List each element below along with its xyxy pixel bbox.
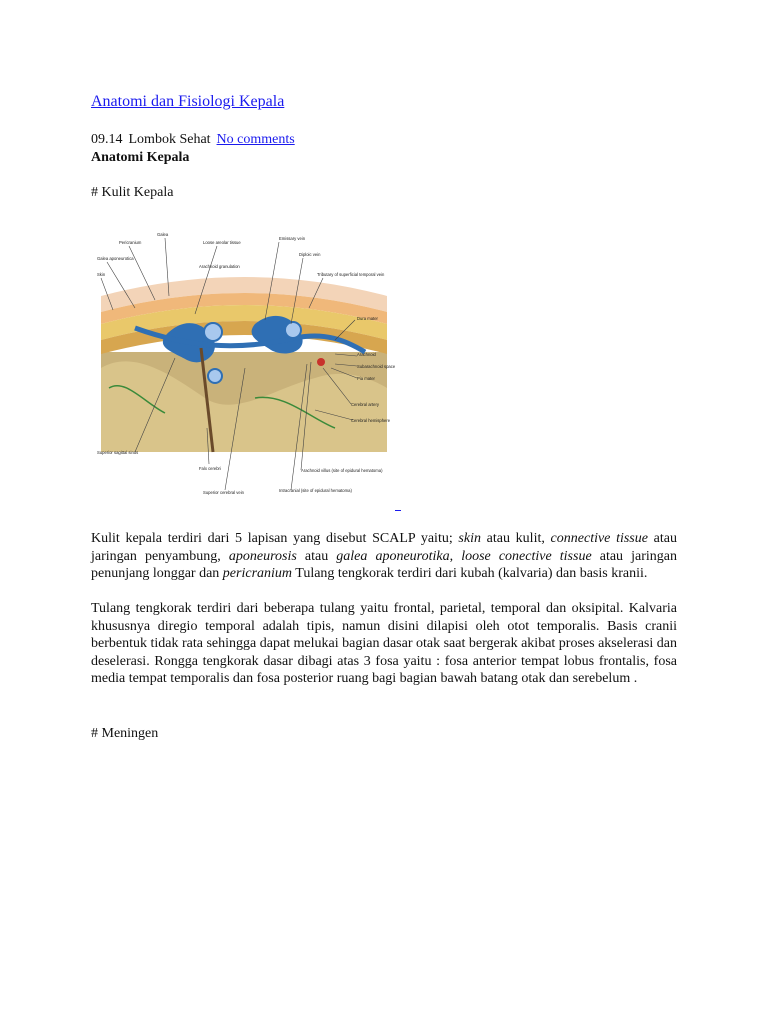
comments-link[interactable]: No comments: [216, 132, 295, 147]
figure-link[interactable]: [395, 498, 401, 511]
label-loose-areolar: Loose areolar tissue: [203, 240, 241, 245]
label-falx-cerebri: Falx cerebri: [199, 466, 221, 471]
label-subarachnoid-space: Subarachnoid space: [357, 364, 395, 369]
label-galea-aponeurotica: Galea aponeurotica: [97, 256, 134, 261]
section-heading-kulit-kepala: # Kulit Kepala: [91, 185, 174, 200]
scalp-anatomy-figure: [95, 228, 395, 512]
label-dura-mater: Dura mater: [357, 316, 378, 321]
label-diploic-vein: Diploic vein: [299, 252, 321, 257]
post-author: Lombok Sehat: [128, 132, 211, 147]
post-title-link[interactable]: Anatomi dan Fisiologi Kepala: [91, 93, 285, 110]
paragraph-skull: Tulang tengkorak terdiri dari beberapa tulang yaitu frontal, parietal, temporal dan oksipital. Kalvaria khususnya diregio temporal adalah tipis, namun disini dilapisi oleh otot temporalis. Basis cranii berbentuk tidak rata sehingga dapat melukai bagian dasar otak saat bergerak akibat proses akselerasi dan deselerasi. Rongga tengkorak dasar dibagi atas 3 fosa yaitu : fosa anterior tempat lobus frontalis, fosa media tempat temporalis dan fosa posterior ruang bagi bagian bawah batang otak dan serebelum .: [91, 601, 677, 686]
post-subtitle: Anatomi Kepala: [91, 150, 190, 165]
label-tributary: Tributary of superficial temporal vein: [317, 272, 385, 277]
label-pia-mater: Pia mater: [357, 376, 375, 381]
section-heading-meningen: # Meningen: [91, 726, 159, 741]
label-galea: Galea: [157, 232, 169, 237]
post-meta: [91, 132, 295, 148]
label-pericranium: Pericranium: [119, 240, 142, 245]
label-emissary-vein: Emissary vein: [279, 236, 306, 241]
paragraph-scalp: Kulit kepala terdiri dari 5 lapisan yang disebut SCALP yaitu; skin atau kulit, connective tissue atau jaringan penyambung, aponeurosis atau galea aponeurotika, loose conective tissue atau jaringan penunjang longgar dan pericranium Tulang tengkorak terdiri dari kubah (kalvaria) dan basis kranii.: [91, 531, 678, 581]
post-time: 09.14: [91, 132, 123, 147]
label-cerebral-hemisphere: Cerebral hemisphere: [351, 418, 391, 423]
label-superior-cerebral-vein: Superior cerebral vein: [203, 490, 244, 495]
label-arachnoid-granulation: Arachnoid granulation: [199, 264, 240, 269]
label-skin: Skin: [97, 272, 106, 277]
label-arachnoid-villus: Arachnoid villus (site of epidural hematoma): [301, 468, 383, 473]
label-intracranial: Intracranial (site of epidural hematoma): [279, 488, 352, 493]
label-superior-sagittal-sinus: Superior sagittal sinus: [97, 450, 139, 455]
label-arachnoid: Arachnoid: [357, 352, 376, 357]
label-cerebral-artery: Cerebral artery: [351, 402, 379, 407]
